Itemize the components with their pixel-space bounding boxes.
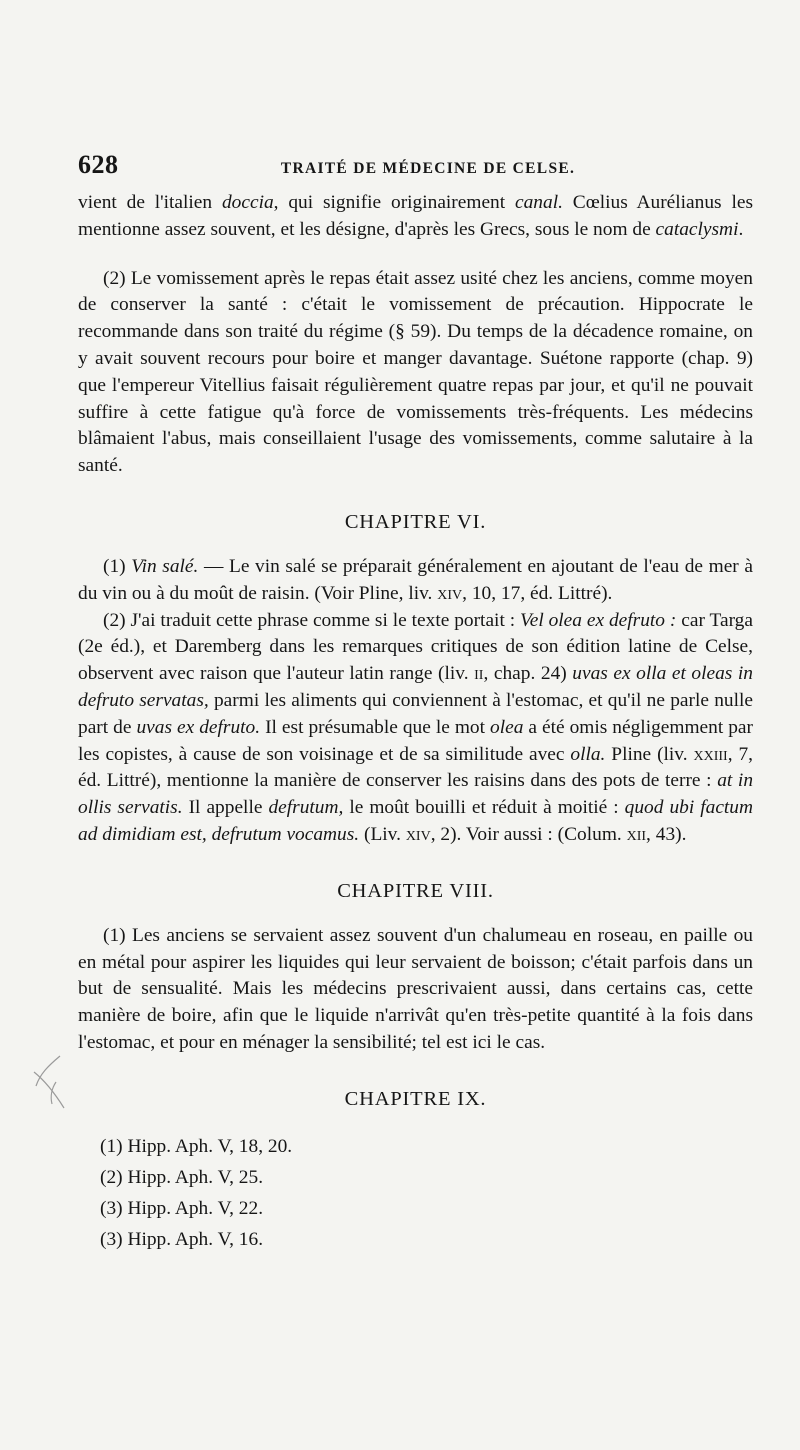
chapter-viii-heading: CHAPITRE VIII. [337, 879, 494, 902]
reference-item: (1) Hipp. Aph. V, 18, 20. [100, 1135, 293, 1157]
chapter-ix-references [78, 1131, 753, 1255]
handwritten-margin-mark [30, 1052, 68, 1114]
page-body [78, 190, 753, 1255]
note-vomissement: (2) Le vomissement après le repas était assez usité chez les anciens, comme moyen de conserver la santé : c'était le vomissement de précaution. Hippocrate le recommande dans son traité du régime (§ 59). Du temps de la décadence romaine, on y avait souvent recours pour boire et manger davantage. Suétone rapporte (chap. 9) que l'empereur Vitellius faisait régulièrement quatre repas par jour, et qu'il ne pouvait suffire à cette fatigue qu'à force de vomissements très-fréquents. Les médecins blâmaient l'abus, mais conseillaient l'usage des vomissements, comme salutaire à la santé. [78, 267, 753, 477]
reference-item: (3) Hipp. Aph. V, 22. [100, 1197, 264, 1219]
note-defruto: (2) J'ai traduit cette phrase comme si le texte portait : Vel olea ex defruto : car Targa (2e éd.), et Daremberg dans les remarques critiques de son édition latine de Celse, observent avec raison que l'auteur latin range (liv. ii, chap. 24) uvas ex olla et oleas in defruto servatas, parmi les aliments qui conviennent à l'estomac, et qu'il ne parle nulle part de uvas ex defruto. Il est présumable que le mot olea a été omis négligemment par les copistes, à cause de son voisinage et de sa similitude avec olla. Pline (liv. xxiii, 7, éd. Littré), mentionne la manière de conserver les raisins dans des pots de terre : at in ollis servatis. Il appelle defrutum, le moût bouilli et réduit à moitié : quod ubi factum ad dimidiam est, defrutum vocamus. (Liv. xiv, 2). Voir aussi : (Colum. xii, 43). [78, 609, 754, 845]
running-title: TRAITÉ DE MÉDECINE DE CELSE. [280, 160, 576, 177]
page-header [78, 150, 778, 190]
page-number: 628 [78, 150, 119, 179]
note-vin-sale: (1) Vin salé. — Le vin salé se préparait généralement en ajoutant de l'eau de mer à du vin ou à du moût de raisin. (Voir Pline, liv. xiv, 10, 17, éd. Littré). [78, 555, 753, 604]
continued-note: vient de l'italien doccia, qui signifie originairement canal. Cœlius Aurélianus les mentionne assez souvent, et les désigne, d'après les Grecs, sous le nom de cataclysmi. [78, 192, 753, 240]
chapter-vi-heading: CHAPITRE VI. [344, 510, 487, 533]
reference-item: (3) Hipp. Aph. V, 16. [100, 1228, 264, 1250]
note-chalumeau: (1) Les anciens se servaient assez souvent d'un chalumeau en roseau, en paille ou en métal pour aspirer les liquides qui leur servaient de boisson; c'était parfois dans un but de sensualité. Mais les médecins prescrivaient aussi, dans certains cas, cette manière de boire, afin que le liquide n'arrivât qu'en très-petite quantité à la fois dans l'estomac, et pour en ménager la sensibilité; tel est ici le cas. [78, 924, 753, 1053]
chapter-ix-heading: CHAPITRE IX. [344, 1087, 487, 1110]
reference-item: (2) Hipp. Aph. V, 25. [100, 1166, 264, 1188]
